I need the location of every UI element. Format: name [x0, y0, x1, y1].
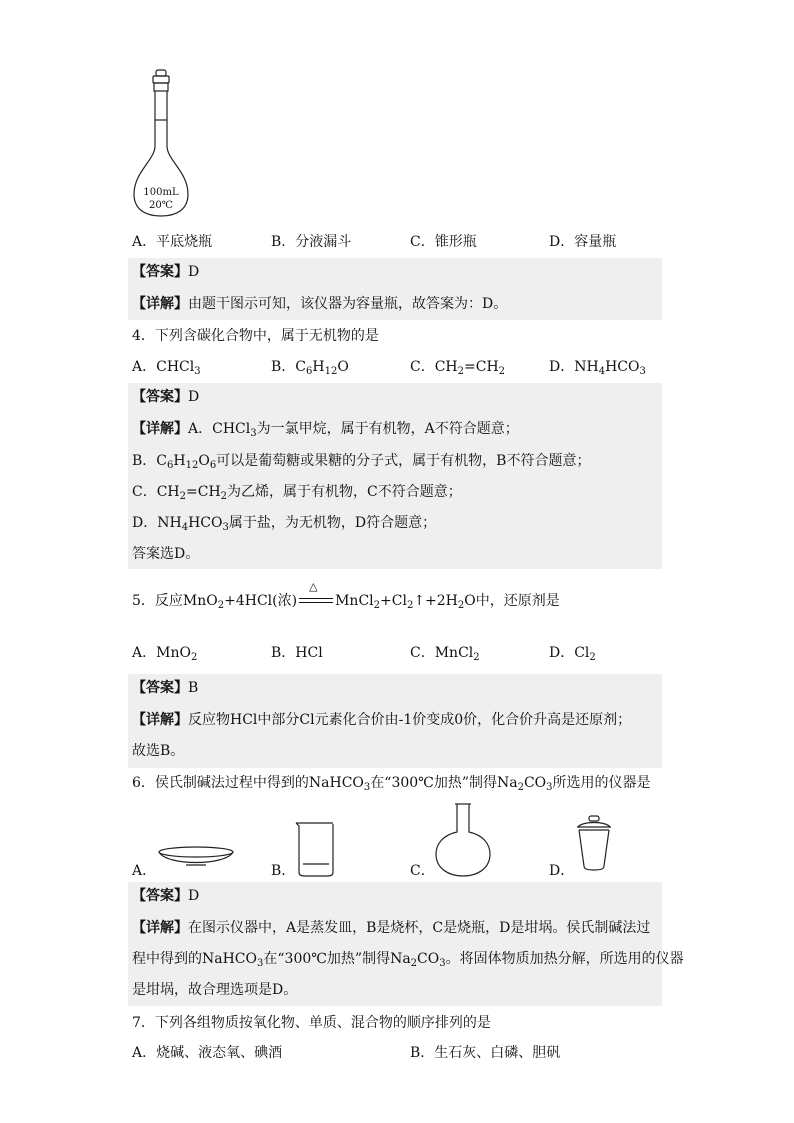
text: 为乙烯，属于有机物，C不符合题意；: [227, 484, 462, 500]
q5-option-d: [549, 643, 596, 663]
subscript: 4: [181, 522, 189, 533]
answer-tag: 【答案】: [132, 389, 188, 405]
q6-label-b: B．: [271, 863, 296, 879]
q6-detail-2: [132, 949, 684, 969]
q4-detail-d: [132, 513, 436, 533]
subscript: 2: [373, 600, 381, 611]
answer-tag: 【答案】: [132, 680, 188, 696]
flask-volume-label: 100mL: [143, 187, 179, 198]
answer-value: D: [188, 389, 200, 405]
text: C．MnCl: [410, 645, 474, 661]
subscript: 12: [185, 460, 199, 471]
subscript: 2: [406, 600, 414, 611]
text: A．CHCl: [132, 359, 195, 375]
text: O: [337, 359, 349, 375]
text: +Cl: [380, 593, 407, 609]
subscript: 4: [598, 366, 606, 377]
subscript: 2: [410, 958, 418, 969]
text: B．HCl: [271, 645, 323, 661]
subscript: 3: [250, 428, 257, 439]
subscript: 12: [324, 366, 338, 377]
q6-detail-1: [132, 918, 650, 938]
q5-option-b: [271, 643, 323, 663]
subscript: 2: [179, 491, 187, 502]
evaporating-dish-figure: [156, 846, 236, 870]
text: CO: [523, 775, 547, 791]
q4-detail-b: [132, 451, 590, 471]
subscript: 3: [194, 366, 201, 377]
q4-stem: 4．下列含碳化合物中，属于无机物的是: [132, 328, 379, 344]
q5-detail: [132, 710, 631, 730]
beaker-figure: [293, 820, 337, 878]
detail-text: 反应物HCl中部分Cl元素化合价由-1价变成0价，化合价升高是还原剂；: [188, 712, 632, 728]
q3-option-c: C．锥形瓶: [410, 234, 477, 250]
flask-temp-label: 20℃: [149, 200, 173, 211]
subscript: 3: [639, 366, 646, 377]
text: 5．反应MnO: [132, 593, 218, 609]
text: ↑+2H: [413, 593, 458, 609]
q3-detail: [132, 294, 507, 314]
subscript: 6: [167, 460, 174, 471]
q3-answer: [132, 262, 199, 282]
q7-option-b: B．生石灰、白磷、胆矾: [410, 1045, 561, 1061]
text: H: [173, 453, 186, 469]
detail-tag: 【详解】: [132, 421, 188, 437]
subscript: 3: [439, 958, 446, 969]
answer-value: D: [188, 264, 200, 280]
text: C．CH: [410, 359, 458, 375]
q3-option-b: B．分液漏斗: [271, 234, 352, 250]
q4-option-d: [549, 357, 646, 377]
q6-label-a: A．: [132, 863, 157, 879]
subscript: 6: [209, 460, 217, 471]
q4-option-a: [132, 357, 201, 377]
text: 在“300℃加热”制得Na: [263, 951, 411, 967]
text: C．CH: [132, 484, 180, 500]
subscript: 6: [306, 366, 313, 377]
crucible-figure: [574, 814, 614, 872]
subscript: 3: [257, 958, 264, 969]
detail-tag: 【详解】: [132, 920, 188, 936]
detail-tag: 【详解】: [132, 296, 188, 312]
q6-label-d: D．: [549, 863, 575, 879]
round-bottom-flask-figure: [433, 802, 493, 878]
text: A．CHCl: [188, 421, 251, 437]
heat-symbol: △: [309, 580, 318, 593]
text: 所选用的仪器是: [552, 775, 651, 791]
q3-option-d: D．容量瓶: [549, 234, 617, 250]
detail-text: 由题干图示可知，该仪器为容量瓶，故答案为：D。: [188, 296, 508, 312]
text: 在图示仪器中，A是蒸发皿，B是烧杯，C是烧瓶，D是坩埚。侯氏制碱法过: [188, 920, 651, 936]
text: +4HCl(浓): [224, 593, 298, 609]
text: CO: [417, 951, 440, 967]
subscript: 2: [473, 652, 480, 663]
text: 可以是葡萄糖或果糖的分子式，属于有机物，B不符合题意；: [216, 453, 591, 469]
q7-option-a: A．烧碱、液态氧、碘酒: [132, 1045, 283, 1061]
subscript: 3: [222, 522, 229, 533]
text: O中，还原剂是: [464, 593, 560, 609]
text: D．NH: [549, 359, 599, 375]
text: H: [312, 359, 325, 375]
subscript: 2: [457, 600, 465, 611]
q6-answer: [132, 886, 199, 906]
subscript: 2: [589, 652, 596, 663]
text: D．Cl: [549, 645, 590, 661]
q4-answer-block: [128, 383, 662, 569]
q3-option-a: A．平底烧瓶: [132, 234, 213, 250]
subscript: 3: [363, 782, 371, 793]
subscript: 2: [190, 652, 198, 663]
q5-detail-2: 故选B。: [132, 743, 185, 759]
subscript: 2: [517, 782, 524, 793]
subscript: 2: [220, 491, 228, 502]
text: 程中得到的NaHCO: [132, 951, 257, 967]
q4-conclusion: 答案选D。: [132, 546, 200, 562]
q4-option-c: [410, 357, 505, 377]
answer-value: D: [188, 888, 200, 904]
q5-stem: [132, 580, 560, 611]
text: =CH: [186, 484, 221, 500]
q4-option-b: [271, 357, 349, 377]
text: 在“300℃加热”制得Na: [370, 775, 518, 791]
text: D．NH: [132, 515, 182, 531]
text: B．C: [132, 453, 167, 469]
q4-detail-c: [132, 482, 462, 502]
subscript: 2: [457, 366, 465, 377]
text: HCO: [605, 359, 640, 375]
answer-tag: 【答案】: [132, 264, 188, 280]
equals-double-line: [299, 598, 333, 603]
q5-option-a: [132, 643, 197, 663]
heat-condition: [299, 580, 333, 608]
q5-answer: [132, 678, 198, 698]
q7-stem: 7．下列各组物质按氧化物、单质、混合物的顺序排列的是: [132, 1015, 491, 1031]
q6-detail-3: 是坩埚，故合理选项是D。: [132, 982, 298, 998]
detail-tag: 【详解】: [132, 712, 188, 728]
text: 。将固体物质加热分解，所选用的仪器: [445, 951, 684, 967]
q6-label-c: C．: [410, 863, 435, 879]
text: 属于盐，为无机物，D符合题意；: [228, 515, 437, 531]
text: A．MnO: [132, 645, 191, 661]
subscript: 2: [217, 600, 225, 611]
text: 为一氯甲烷，属于有机物，A不符合题意；: [256, 421, 519, 437]
subscript: 2: [498, 366, 506, 377]
q5-option-c: [410, 643, 480, 663]
answer-value: B: [188, 680, 199, 696]
text: O: [198, 453, 210, 469]
answer-tag: 【答案】: [132, 888, 188, 904]
text: 6．侯氏制碱法过程中得到的NaHCO: [132, 775, 364, 791]
volumetric-flask-figure: [132, 68, 196, 220]
subscript: 3: [546, 782, 553, 793]
text: =CH: [464, 359, 499, 375]
q4-detail-a: [132, 419, 519, 439]
text: B．C: [271, 359, 306, 375]
q4-answer: [132, 387, 199, 407]
q6-stem: [132, 773, 651, 793]
text: MnCl: [335, 593, 374, 609]
text: HCO: [188, 515, 223, 531]
